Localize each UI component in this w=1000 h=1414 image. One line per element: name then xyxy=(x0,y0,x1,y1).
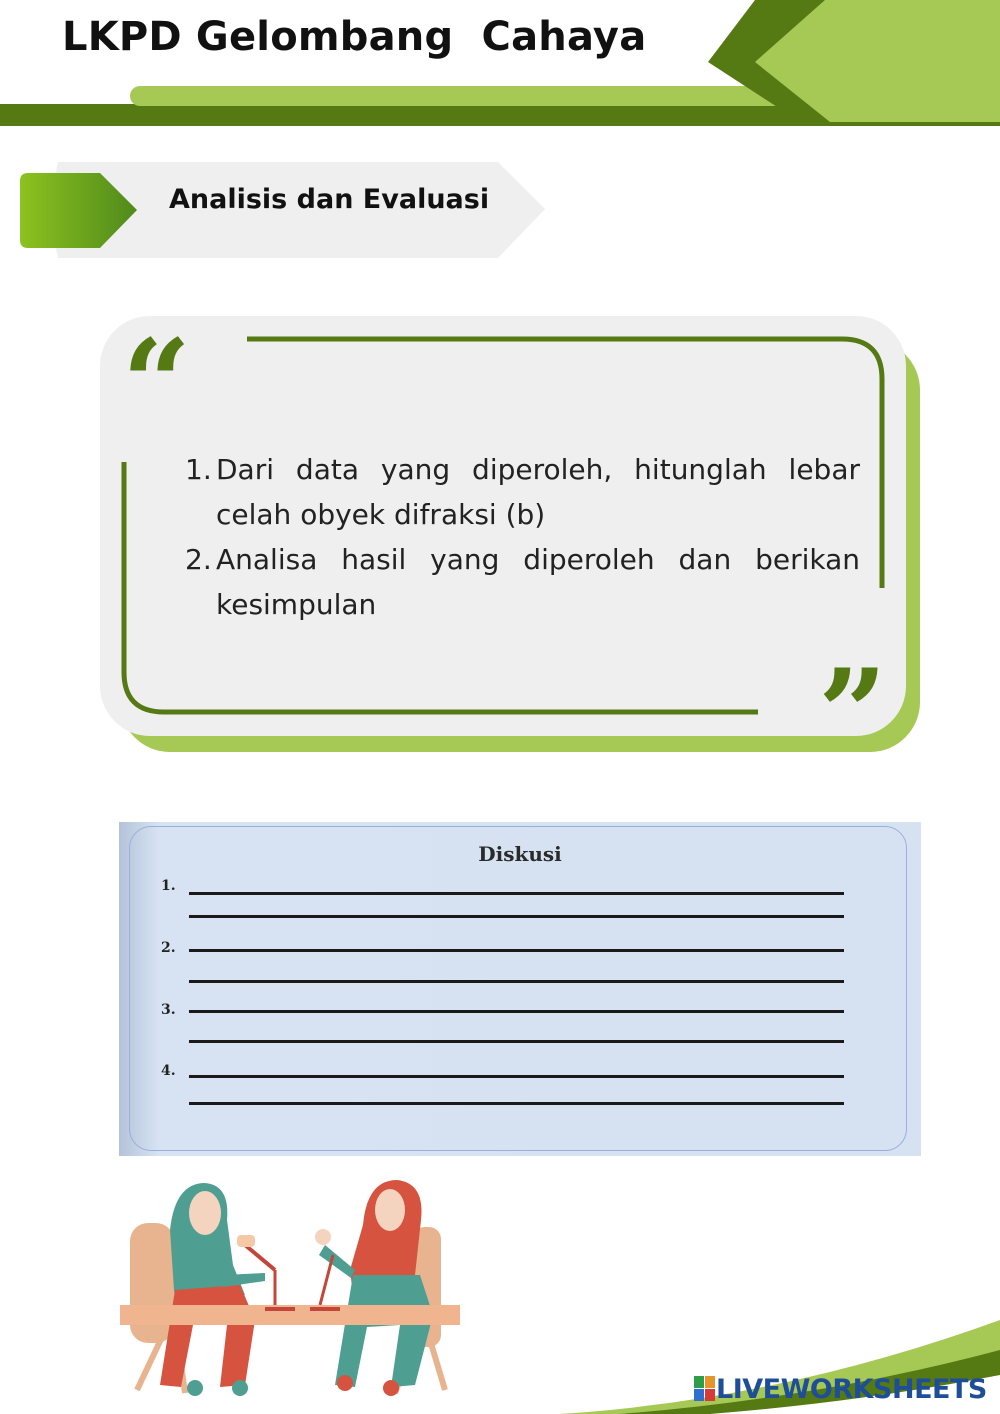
answer-line[interactable] xyxy=(189,892,844,895)
question-number: 1. xyxy=(185,453,212,486)
liveworksheets-icon xyxy=(694,1376,716,1402)
answer-line[interactable] xyxy=(189,1102,844,1105)
brand-logo xyxy=(694,1372,987,1406)
list-item xyxy=(185,447,860,537)
podcast-illustration xyxy=(115,1175,465,1414)
answer-line[interactable] xyxy=(189,980,844,983)
svg-text:“: “ xyxy=(122,313,192,454)
open-quote-icon xyxy=(122,313,191,454)
discussion-item-number: 4. xyxy=(161,1063,176,1079)
answer-line[interactable] xyxy=(189,1010,844,1013)
discussion-item-number: 2. xyxy=(161,940,176,956)
discussion-item-number: 3. xyxy=(161,1002,176,1018)
discussion-title: Diskusi xyxy=(478,842,562,866)
close-quote-icon xyxy=(818,643,887,770)
brand-name: LIVEWORKSHEETS xyxy=(716,1373,987,1405)
answer-line[interactable] xyxy=(189,1075,844,1078)
question-list xyxy=(185,447,860,627)
question-number: 2. xyxy=(185,543,212,576)
answer-line[interactable] xyxy=(189,949,844,952)
question-text: Dari data yang diperoleh, hitunglah lebar celah obyek difraksi (b) xyxy=(216,453,860,531)
svg-text:”: ” xyxy=(818,643,888,770)
discussion-box xyxy=(119,822,921,1156)
list-item xyxy=(185,537,860,627)
question-text: Analisa hasil yang diperoleh dan berikan kesimpulan xyxy=(216,543,860,621)
page-title: LKPD Gelombang Cahaya xyxy=(62,14,647,60)
answer-line[interactable] xyxy=(189,915,844,918)
discussion-item-number: 1. xyxy=(161,878,176,894)
section-label: Analisis dan Evaluasi xyxy=(169,184,490,215)
answer-line[interactable] xyxy=(189,1040,844,1043)
